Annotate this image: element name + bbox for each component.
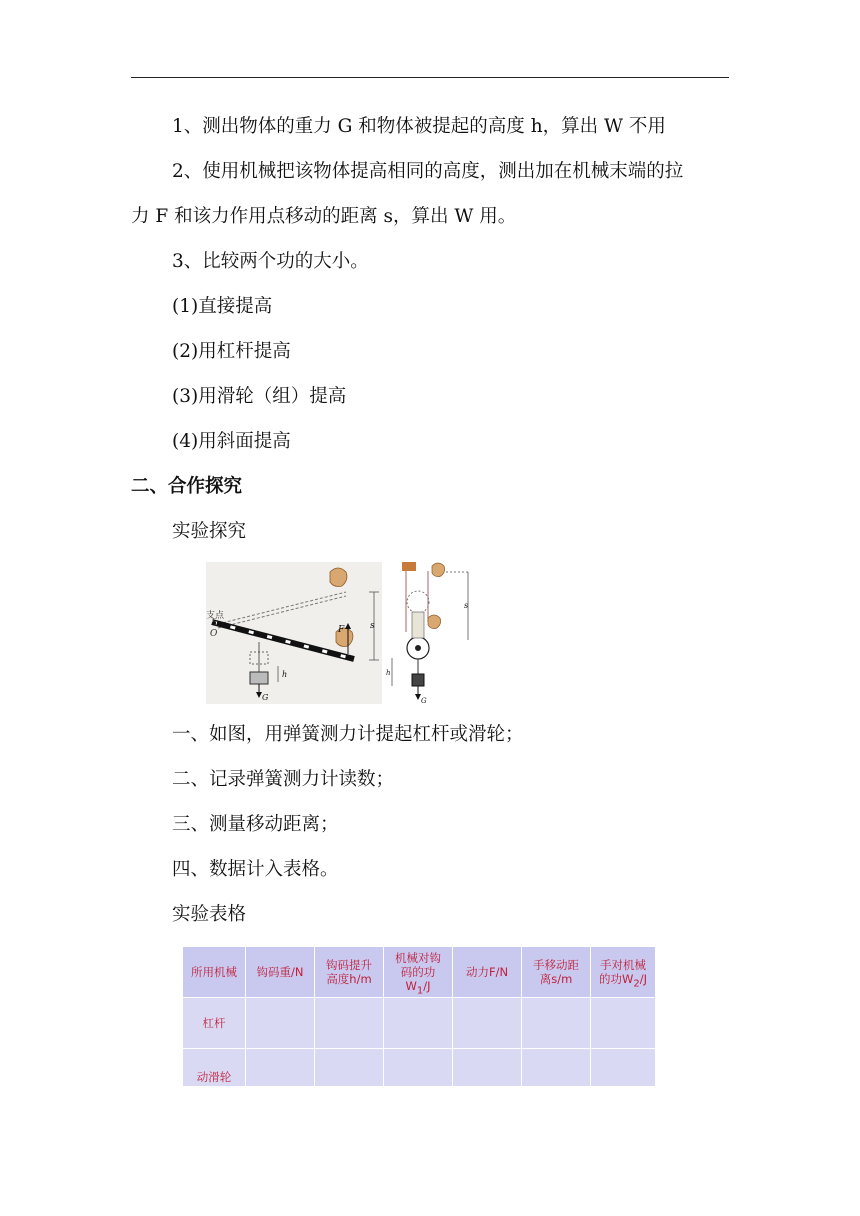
procedure-3: 三、测量移动距离； — [172, 814, 339, 835]
procedure-2: 二、记录弹簧测力计读数； — [172, 769, 395, 790]
table-cell — [453, 998, 522, 1049]
procedure-1: 一、如图，用弹簧测力计提起杠杆或滑轮； — [172, 724, 524, 745]
table-cell — [384, 998, 453, 1049]
table-header-cell: 手移动距 离s/m — [522, 947, 591, 998]
method-2: (2)用杠杆提高 — [172, 341, 291, 362]
method-1: (1)直接提高 — [172, 296, 273, 317]
experiment-figure — [206, 562, 469, 705]
table-cell — [591, 1049, 656, 1087]
label-s: s — [370, 621, 375, 631]
table-cell — [246, 998, 315, 1049]
table-cell — [522, 998, 591, 1049]
table-cell: 杠杆 — [183, 998, 246, 1049]
label-F: F — [338, 625, 345, 635]
svg-text:G: G — [421, 697, 427, 705]
table-cell — [591, 998, 656, 1049]
table-header-cell: 钩码提升 高度h/m — [315, 947, 384, 998]
table-row — [183, 998, 656, 1049]
step-2-cont: 力 F 和该力作用点移动的距离 s，算出 W 用。 — [131, 206, 517, 227]
table-header-cell: 手对机械 的功$W_2/J$ — [591, 947, 656, 998]
step-3: 3、比较两个功的大小。 — [172, 251, 369, 272]
table-heading: 实验表格 — [172, 904, 247, 925]
table-cell — [522, 1049, 591, 1087]
method-4: (4)用斜面提高 — [172, 431, 291, 452]
header-rule — [131, 77, 729, 78]
svg-text:h: h — [386, 669, 391, 677]
table-cell — [315, 998, 384, 1049]
table-cell: 动滑轮 — [183, 1049, 246, 1087]
table-header-cell: 所用机械 — [183, 947, 246, 998]
fulcrum-label: 支点 — [206, 611, 225, 621]
step-2: 2、使用机械把该物体提高相同的高度，测出加在机械末端的拉 — [172, 161, 684, 182]
step-1: 1、测出物体的重力 G 和物体被提起的高度 h，算出 W 不用 — [172, 116, 666, 137]
label-h: h — [282, 670, 288, 679]
section-title: 二、合作探究 — [131, 476, 243, 497]
table-cell — [453, 1049, 522, 1087]
table-header-cell: 动力F/N — [453, 947, 522, 998]
table-cell — [315, 1049, 384, 1087]
label-O: O — [210, 629, 218, 639]
method-3: (3)用滑轮（组）提高 — [172, 386, 347, 407]
experiment-heading: 实验探究 — [172, 521, 247, 542]
table-header-cell: 机械对钩 码的功 $W_1/J$ — [384, 947, 453, 998]
procedure-4: 四、数据计入表格。 — [172, 859, 339, 880]
label-G: G — [262, 693, 269, 702]
table-row — [183, 1049, 656, 1087]
experiment-table — [182, 946, 656, 1087]
table-cell — [384, 1049, 453, 1087]
svg-text:s: s — [464, 601, 469, 610]
table-header-row — [183, 947, 656, 998]
table-header-cell: 钩码重/N — [246, 947, 315, 998]
table-cell — [246, 1049, 315, 1087]
